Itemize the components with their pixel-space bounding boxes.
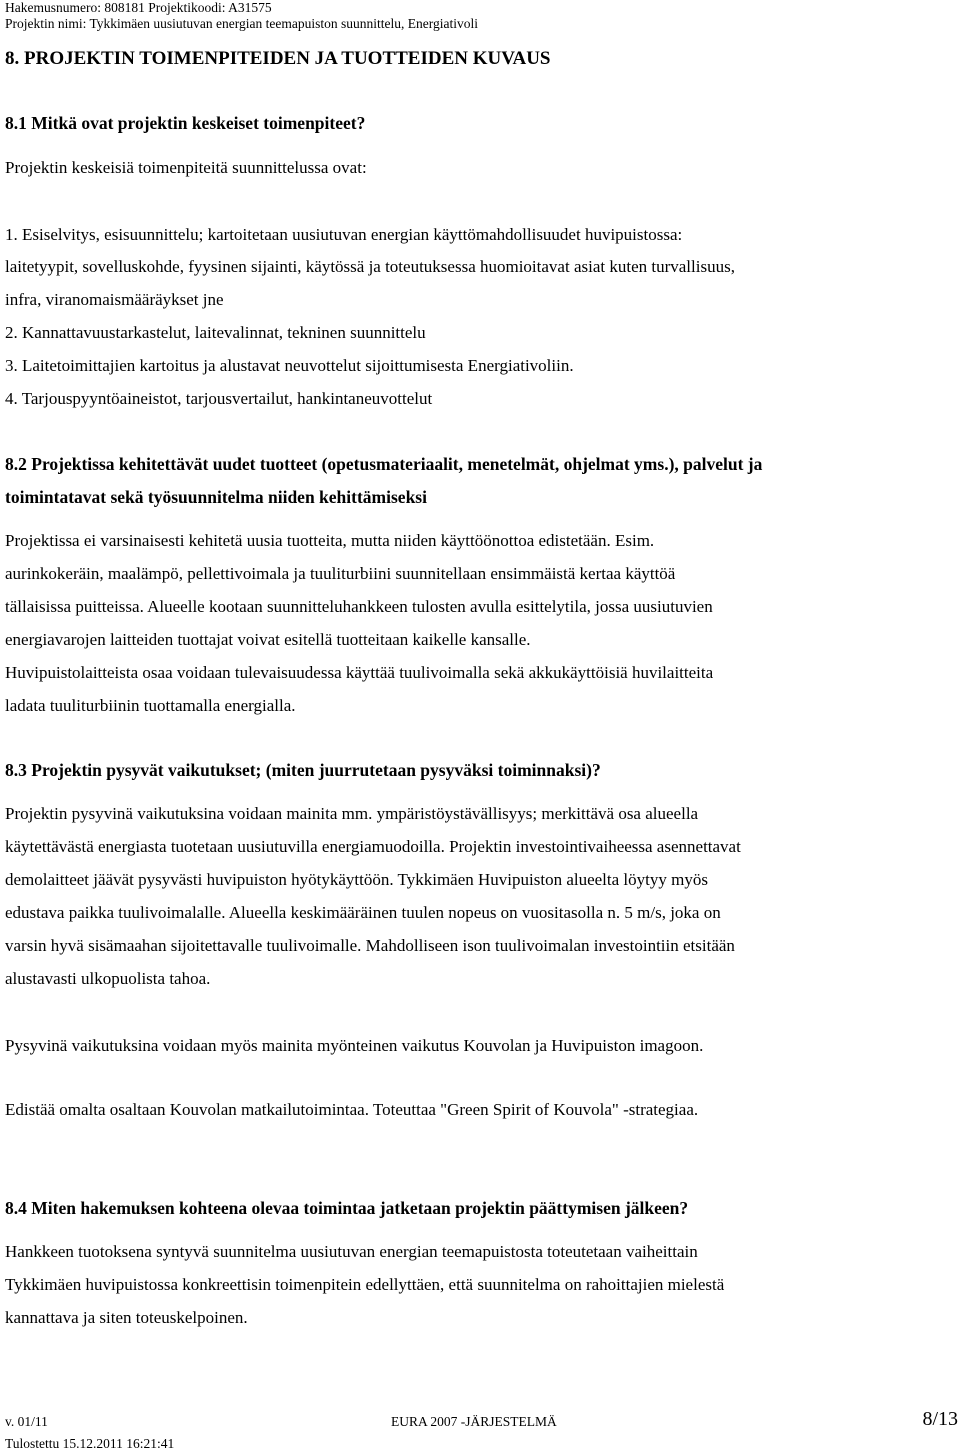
section-8-3-line: Projektin pysyvinä vaikutuksina voidaan mainita mm. ympäristöystävällisyys; merkittävä osa alueella: [5, 804, 699, 823]
section-8-4-line: kannattava ja siten toteuskelpoinen.: [5, 1308, 248, 1327]
footer-system-name: EURA 2007 -JÄRJESTELMÄ: [391, 1414, 557, 1429]
header-application-number: Hakemusnumero: 808181 Projektikoodi: A31575: [5, 0, 272, 15]
section-8-2-line: aurinkokeräin, maalämpö, pellettivoimala ja tuuliturbiini suunnitellaan ensimmäistä kertaa käyttöä: [5, 564, 676, 583]
section-8-3-line: käytettävästä energiasta tuotetaan uusiutuvilla energiamuodoilla. Projektin investointivaiheessa asennettavat: [5, 837, 741, 856]
section-8-2-heading-line2: toimintatavat sekä työsuunnitelma niiden kehittämiseksi: [5, 487, 427, 507]
section-8-3-paragraph-3: Edistää omalta osaltaan Kouvolan matkailutoimintaa. Toteuttaa "Green Spirit of Kouvola" -strategiaa.: [5, 1100, 699, 1119]
section-8-1-line: 1. Esiselvitys, esisuunnittelu; kartoitetaan uusiutuvan energian käyttömahdollisuudet huvipuistossa:: [5, 225, 683, 244]
header-project-name: Projektin nimi: Tykkimäen uusiutuvan energian teemapuiston suunnittelu, Energiativoli: [5, 16, 478, 31]
section-8-1-heading: 8.1 Mitkä ovat projektin keskeiset toimenpiteet?: [5, 113, 366, 133]
section-8-2-line: ladata tuuliturbiinin tuottamalla energialla.: [5, 696, 296, 715]
section-8-3-line: edustava paikka tuulivoimalalle. Alueella keskimääräinen tuulen nopeus on vuositasolla n. 5 m/s, joka on: [5, 903, 721, 922]
footer-page-number: 8/13: [922, 1408, 958, 1430]
section-8-4-line: Hankkeen tuotoksena syntyvä suunnitelma uusiutuvan energian teemapuistosta toteutetaan vaiheittain: [5, 1242, 698, 1261]
section-8-2-line: energiavarojen laitteiden tuottajat voivat esitellä tuotteitaan kaikelle kansalle.: [5, 630, 531, 649]
section-8-2-line: Huvipuistolaitteista osaa voidaan tulevaisuudessa käyttää tuulivoimalla sekä akkukäyttöisiä huvilaitteita: [5, 663, 714, 682]
footer-print-timestamp: Tulostettu 15.12.2011 16:21:41: [5, 1436, 175, 1451]
section-8-2-line: Projektissa ei varsinaisesti kehitetä uusia tuotteita, mutta niiden käyttöönottoa edistetään. Esim.: [5, 531, 655, 550]
section-8-2-line: tällaisissa puitteissa. Alueelle kootaan suunnitteluhankkeen tulosten avulla esittelytila, jossa uusiutuvien: [5, 597, 713, 616]
section-8-2-heading-line1: 8.2 Projektissa kehitettävät uudet tuotteet (opetusmateriaalit, menetelmät, ohjelmat yms.), palvelut ja: [5, 454, 763, 474]
section-8-title: 8. PROJEKTIN TOIMENPITEIDEN JA TUOTTEIDEN KUVAUS: [5, 48, 551, 69]
section-8-1-line: infra, viranomaismääräykset jne: [5, 290, 224, 309]
section-8-3-line: alustavasti ulkopuolista tahoa.: [5, 969, 211, 988]
section-8-3-line: varsin hyvä sisämaahan sijoitettavalle tuulivoimalle. Mahdolliseen ison tuulivoimalan investointiin etsitään: [5, 936, 735, 955]
section-8-4-heading: 8.4 Miten hakemuksen kohteena olevaa toimintaa jatketaan projektin päättymisen jälkeen?: [5, 1198, 689, 1218]
section-8-1-line: laitetyypit, sovelluskohde, fyysinen sijainti, käytössä ja toteutuksessa huomioitavat asiat kuten turvallisuus,: [5, 257, 735, 276]
section-8-1-line: 4. Tarjouspyyntöaineistot, tarjousvertailut, hankintaneuvottelut: [5, 389, 433, 408]
section-8-1-line: 3. Laitetoimittajien kartoitus ja alustavat neuvottelut sijoittumisesta Energiativoliin.: [5, 356, 574, 375]
footer-version: v. 01/11: [5, 1414, 48, 1429]
section-8-4-line: Tykkimäen huvipuistossa konkreettisin toimenpitein edellyttäen, että suunnitelma on rahoittajien mielestä: [5, 1275, 725, 1294]
section-8-1-line: 2. Kannattavuustarkastelut, laitevalinnat, tekninen suunnittelu: [5, 323, 426, 342]
section-8-3-line: demolaitteet jäävät pysyvästi huvipuiston hyötykäyttöön. Tykkimäen Huvipuiston alueelta löytyy myös: [5, 870, 708, 889]
section-8-3-heading: 8.3 Projektin pysyvät vaikutukset; (miten juurrutetaan pysyväksi toiminnaksi)?: [5, 760, 601, 780]
section-8-1-intro: Projektin keskeisiä toimenpiteitä suunnittelussa ovat:: [5, 158, 367, 177]
section-8-3-paragraph-2: Pysyvinä vaikutuksina voidaan myös mainita myönteinen vaikutus Kouvolan ja Huvipuiston imagoon.: [5, 1036, 704, 1055]
